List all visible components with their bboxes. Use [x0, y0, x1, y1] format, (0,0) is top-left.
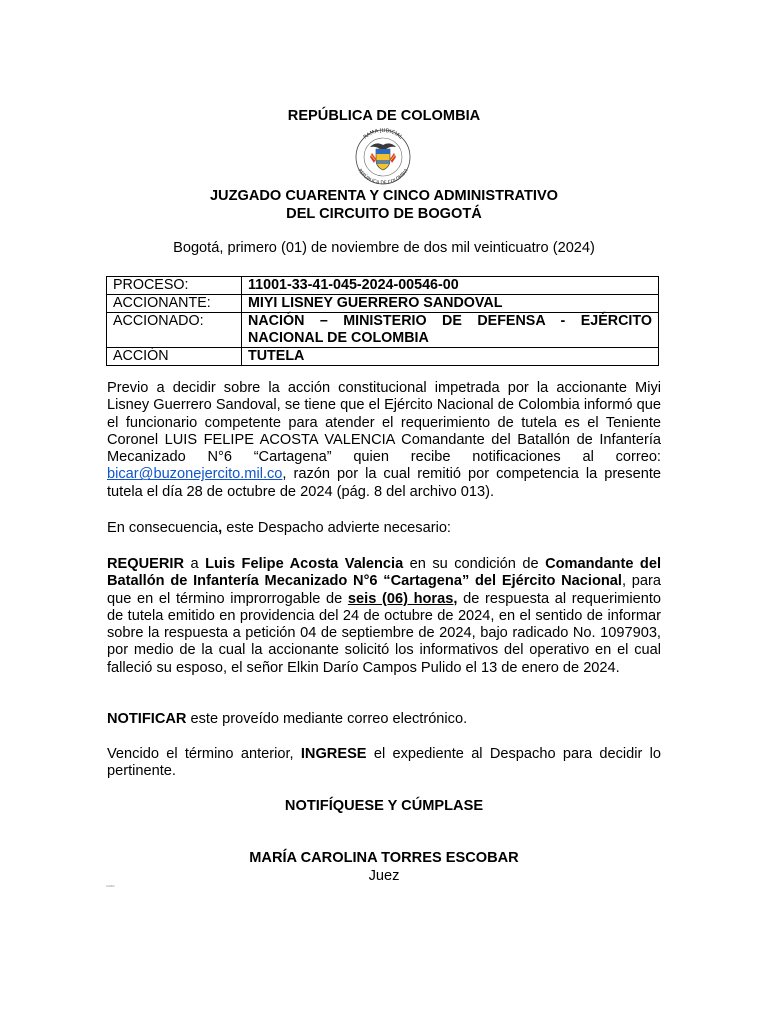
officer-role: Comandante del Batallón de Infantería Mecanizado N°6 “Cartagena” del Ejército Nacional: [107, 556, 661, 590]
judge-title: Juez: [368, 868, 400, 884]
paragraph-text: en su condición de: [403, 556, 546, 572]
order-keyword: REQUERIR: [107, 556, 185, 572]
paragraph-text: Vencido el término anterior,: [107, 746, 301, 762]
coat-of-arms-icon: [346, 127, 420, 185]
paragraph-next-step: [107, 746, 661, 781]
paragraph-notify: [107, 711, 661, 728]
case-label: ACCIÓN: [107, 348, 242, 366]
paragraph-text: de respuesta al requerimiento de tutela emitido en providencia del 24 de octubre de 2024, en el sentido de informar sobre la respuesta a petición 04 de septiembre de 2024, bajo radicado No. 1097903, por medio de la cual la accionante solicitó los informativos del operativo en el cual falleció su esposo, el señor Elkin Darío Campos Pulido el 13 de enero de 2024.: [107, 590, 661, 676]
case-value: TUTELA: [242, 348, 659, 366]
paragraph-text: a: [184, 556, 206, 572]
paragraph-text: el expediente al Despacho para decidir lo pertinente.: [107, 746, 661, 780]
email-link[interactable]: bicar@buzonejercito.mil.co: [107, 466, 283, 483]
paragraph-consequence: [107, 520, 661, 537]
case-label: ACCIONADO:: [107, 313, 242, 348]
officer-name: Luis Felipe Acosta Valencia: [205, 556, 404, 572]
paragraph-text: , para que en el término improrrogable de: [107, 573, 661, 607]
case-value: 11001-33-41-045-2024-00546-00: [242, 277, 659, 295]
paragraph-text: ,: [218, 520, 223, 536]
table-row: [107, 295, 659, 313]
case-label: PROCESO:: [107, 277, 242, 295]
table-row: [107, 277, 659, 295]
order-keyword: INGRESE: [300, 746, 367, 762]
case-value: MIYI LISNEY GUERRERO SANDOVAL: [242, 295, 659, 313]
table-row: [107, 313, 659, 348]
judge-name: MARÍA CAROLINA TORRES ESCOBAR: [249, 850, 519, 866]
paragraph-background: [107, 380, 661, 501]
country-heading: REPÚBLICA DE COLOMBIA: [287, 108, 481, 124]
paragraph-text: Previo a decidir sobre la acción constitucional impetrada por la accionante Miyi Lisney Guerrero Sandoval, se tiene que el Ejército Nacional de Colombia informó que el funcionario competente para atender el requerimiento de tutela es el Teniente Coronel LUIS FELIPE ACOSTA VALENCIA Comandante del Batallón de Infantería Mecanizado N°6 “Cartagena” quien recibe notificaciones al correo:: [107, 380, 661, 466]
closing-formula: NOTIFÍQUESE Y CÚMPLASE: [284, 798, 484, 814]
paragraph-order: [107, 556, 661, 677]
table-row: [107, 348, 659, 366]
case-label: ACCIONANTE:: [107, 295, 242, 313]
case-info-table: [106, 276, 659, 366]
svg-text:RAMA JUDICIAL: [363, 128, 404, 141]
paragraph-text: , razón por la cual remitió por competencia la presente tutela el día 28 de octubre de 2024 (pág. 8 del archivo 013).: [107, 466, 661, 500]
paragraph-text: En consecuencia: [107, 520, 219, 536]
seal-bottom-text: REPÚBLICA DE COLOMBIA: [356, 168, 410, 185]
court-name-line1: JUZGADO CUARENTA Y CINCO ADMINISTRATIVO: [209, 188, 559, 204]
deadline-term: seis (06) horas,: [347, 590, 458, 607]
date-line: Bogotá, primero (01) de noviembre de dos mil veinticuatro (2024): [173, 240, 595, 256]
paragraph-text: este proveído mediante correo electrónico.: [186, 711, 468, 727]
typist-initials: CARR: [106, 884, 115, 888]
paragraph-text: este Despacho advierte necesario:: [222, 520, 451, 536]
order-keyword: NOTIFICAR: [107, 711, 187, 727]
seal-top-text: RAMA JUDICIAL: [362, 127, 404, 141]
court-name-line2: DEL CIRCUITO DE BOGOTÁ: [286, 206, 482, 222]
case-value: NACIÓN – MINISTERIO DE DEFENSA - EJÉRCITO NACIONAL DE COLOMBIA: [242, 313, 659, 348]
